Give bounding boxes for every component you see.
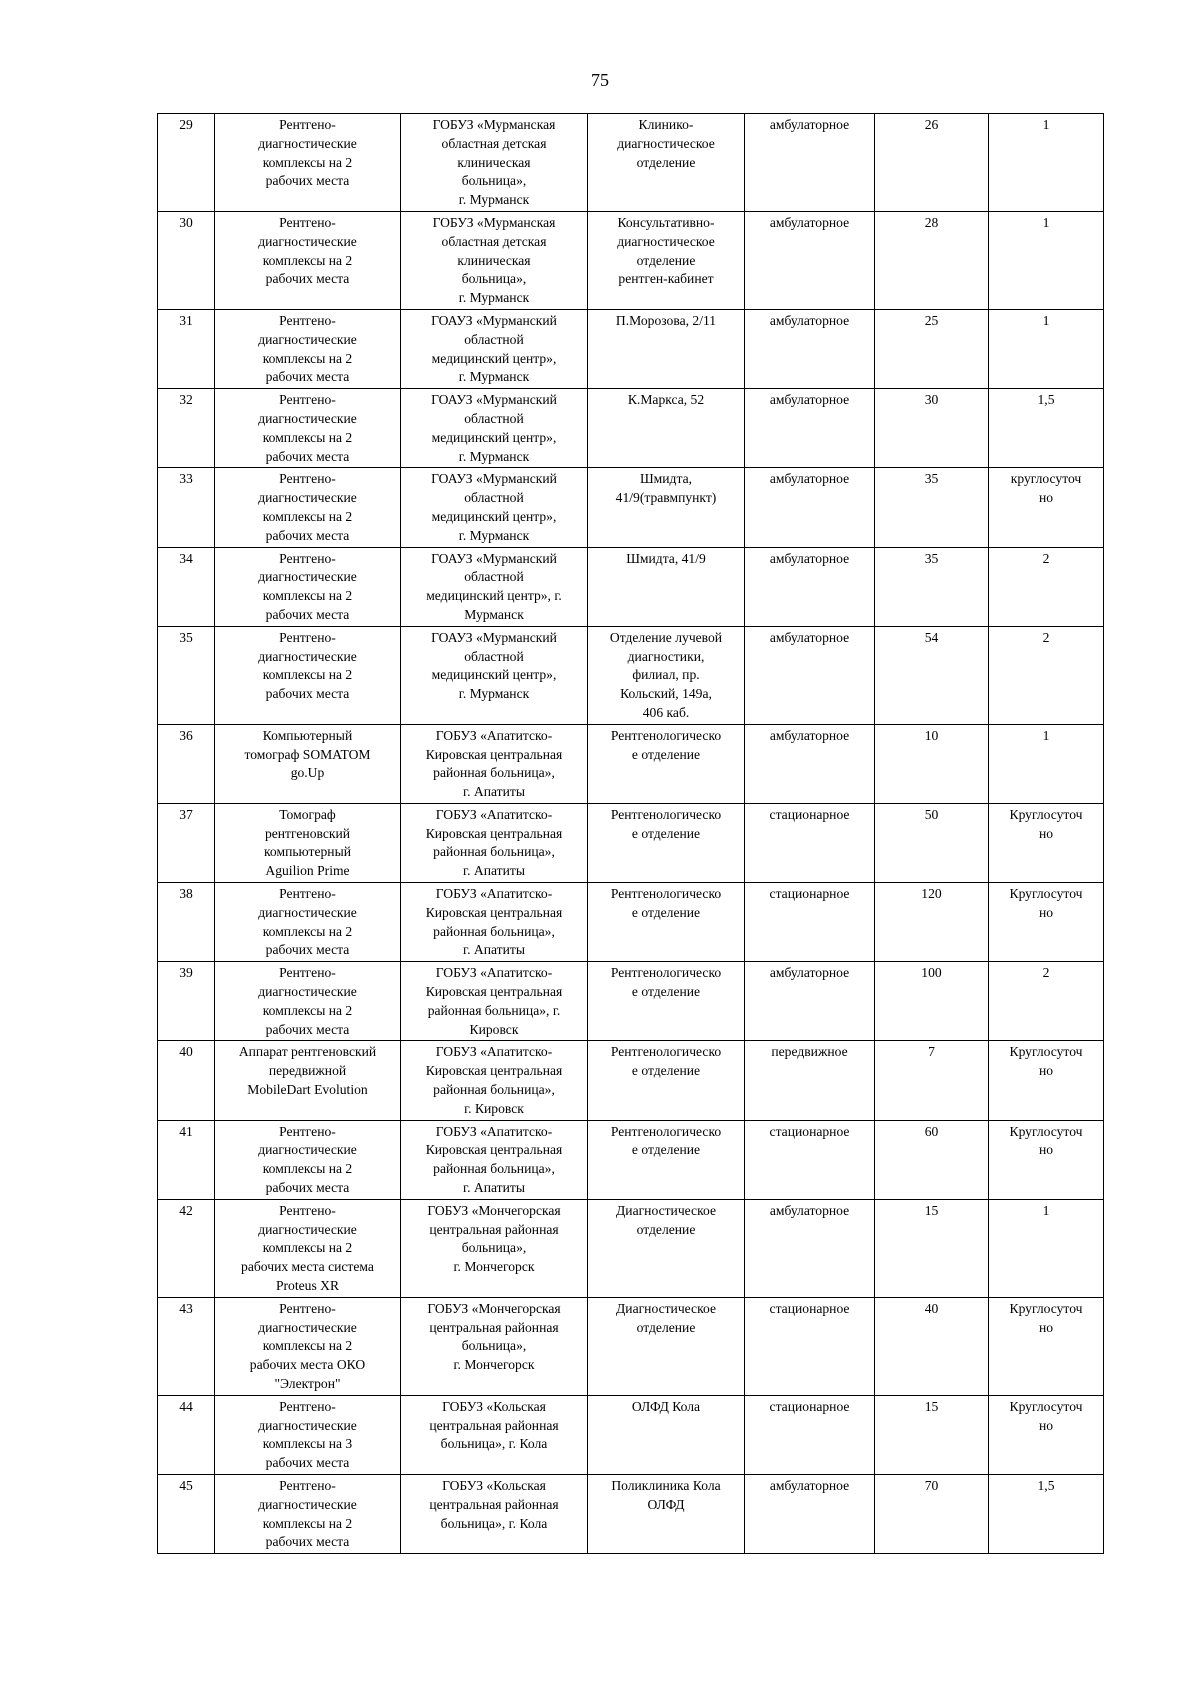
equipment-cell: Рентгено- диагностические комплексы на 3 рабочих места bbox=[215, 1395, 401, 1474]
table-row bbox=[158, 626, 1104, 724]
department-cell: Консультативно- диагностическое отделение рентген-кабинет bbox=[588, 211, 745, 309]
organization-cell: ГОАУЗ «Мурманский областной медицинский центр», г. Мурманск bbox=[401, 547, 588, 626]
mode-cell: амбулаторное bbox=[745, 724, 875, 803]
equipment-cell: Компьютерный томограф SOMATOM go.Up bbox=[215, 724, 401, 803]
row-number-cell: 37 bbox=[158, 803, 215, 882]
equipment-cell: Рентгено- диагностические комплексы на 2 рабочих места bbox=[215, 211, 401, 309]
mode-cell: амбулаторное bbox=[745, 468, 875, 547]
mode-cell: амбулаторное bbox=[745, 1474, 875, 1553]
shifts-cell: 1 bbox=[989, 211, 1104, 309]
load-cell: 7 bbox=[875, 1041, 989, 1120]
mode-cell: стационарное bbox=[745, 1395, 875, 1474]
department-cell: Рентгенологическо е отделение bbox=[588, 724, 745, 803]
row-number-cell: 41 bbox=[158, 1120, 215, 1199]
table-row bbox=[158, 1041, 1104, 1120]
department-cell: Рентгенологическо е отделение bbox=[588, 803, 745, 882]
department-cell: Диагностическое отделение bbox=[588, 1297, 745, 1395]
mode-cell: амбулаторное bbox=[745, 389, 875, 468]
load-cell: 15 bbox=[875, 1199, 989, 1297]
row-number-cell: 36 bbox=[158, 724, 215, 803]
table-row bbox=[158, 1395, 1104, 1474]
organization-cell: ГОБУЗ «Кольская центральная районная больница», г. Кола bbox=[401, 1474, 588, 1553]
shifts-cell: круглосуточ но bbox=[989, 468, 1104, 547]
row-number-cell: 32 bbox=[158, 389, 215, 468]
table-row bbox=[158, 724, 1104, 803]
load-cell: 28 bbox=[875, 211, 989, 309]
load-cell: 40 bbox=[875, 1297, 989, 1395]
table-row bbox=[158, 468, 1104, 547]
table-row bbox=[158, 803, 1104, 882]
row-number-cell: 43 bbox=[158, 1297, 215, 1395]
row-number-cell: 39 bbox=[158, 962, 215, 1041]
mode-cell: стационарное bbox=[745, 1120, 875, 1199]
mode-cell: стационарное bbox=[745, 1297, 875, 1395]
table-row bbox=[158, 1474, 1104, 1553]
load-cell: 60 bbox=[875, 1120, 989, 1199]
organization-cell: ГОБУЗ «Мурманская областная детская клиническая больница», г. Мурманск bbox=[401, 114, 588, 212]
equipment-table bbox=[157, 113, 1104, 1554]
table-row bbox=[158, 1120, 1104, 1199]
row-number-cell: 35 bbox=[158, 626, 215, 724]
load-cell: 15 bbox=[875, 1395, 989, 1474]
table-row bbox=[158, 211, 1104, 309]
organization-cell: ГОБУЗ «Апатитско- Кировская центральная районная больница», г. Апатиты bbox=[401, 883, 588, 962]
shifts-cell: Круглосуточ но bbox=[989, 803, 1104, 882]
load-cell: 100 bbox=[875, 962, 989, 1041]
shifts-cell: Круглосуточ но bbox=[989, 1041, 1104, 1120]
department-cell: Шмидта, 41/9(травмпункт) bbox=[588, 468, 745, 547]
organization-cell: ГОБУЗ «Апатитско- Кировская центральная районная больница», г. Кировск bbox=[401, 962, 588, 1041]
mode-cell: амбулаторное bbox=[745, 547, 875, 626]
mode-cell: передвижное bbox=[745, 1041, 875, 1120]
shifts-cell: Круглосуточ но bbox=[989, 1297, 1104, 1395]
mode-cell: стационарное bbox=[745, 883, 875, 962]
shifts-cell: Круглосуточ но bbox=[989, 1120, 1104, 1199]
row-number-cell: 40 bbox=[158, 1041, 215, 1120]
load-cell: 25 bbox=[875, 309, 989, 388]
department-cell: Рентгенологическо е отделение bbox=[588, 962, 745, 1041]
table-row bbox=[158, 1297, 1104, 1395]
department-cell: П.Морозова, 2/11 bbox=[588, 309, 745, 388]
equipment-cell: Рентгено- диагностические комплексы на 2 рабочих места bbox=[215, 626, 401, 724]
load-cell: 54 bbox=[875, 626, 989, 724]
organization-cell: ГОБУЗ «Апатитско- Кировская центральная районная больница», г. Апатиты bbox=[401, 803, 588, 882]
mode-cell: амбулаторное bbox=[745, 962, 875, 1041]
organization-cell: ГОАУЗ «Мурманский областной медицинский центр», г. Мурманск bbox=[401, 468, 588, 547]
shifts-cell: 2 bbox=[989, 626, 1104, 724]
mode-cell: стационарное bbox=[745, 803, 875, 882]
row-number-cell: 31 bbox=[158, 309, 215, 388]
mode-cell: амбулаторное bbox=[745, 211, 875, 309]
department-cell: Отделение лучевой диагностики, филиал, пр. Кольский, 149а, 406 каб. bbox=[588, 626, 745, 724]
equipment-cell: Рентгено- диагностические комплексы на 2 рабочих места bbox=[215, 468, 401, 547]
row-number-cell: 33 bbox=[158, 468, 215, 547]
organization-cell: ГОБУЗ «Мурманская областная детская клиническая больница», г. Мурманск bbox=[401, 211, 588, 309]
organization-cell: ГОБУЗ «Мончегорская центральная районная больница», г. Мончегорск bbox=[401, 1199, 588, 1297]
department-cell: Рентгенологическо е отделение bbox=[588, 883, 745, 962]
row-number-cell: 38 bbox=[158, 883, 215, 962]
load-cell: 120 bbox=[875, 883, 989, 962]
organization-cell: ГОАУЗ «Мурманский областной медицинский центр», г. Мурманск bbox=[401, 309, 588, 388]
equipment-cell: Рентгено- диагностические комплексы на 2 рабочих места bbox=[215, 309, 401, 388]
load-cell: 26 bbox=[875, 114, 989, 212]
equipment-cell: Рентгено- диагностические комплексы на 2 рабочих места ОКО "Электрон" bbox=[215, 1297, 401, 1395]
organization-cell: ГОАУЗ «Мурманский областной медицинский центр», г. Мурманск bbox=[401, 389, 588, 468]
organization-cell: ГОБУЗ «Мончегорская центральная районная больница», г. Мончегорск bbox=[401, 1297, 588, 1395]
equipment-cell: Рентгено- диагностические комплексы на 2 рабочих места bbox=[215, 547, 401, 626]
table-row bbox=[158, 883, 1104, 962]
equipment-cell: Томограф рентгеновский компьютерный Aguilion Prime bbox=[215, 803, 401, 882]
organization-cell: ГОБУЗ «Апатитско- Кировская центральная районная больница», г. Апатиты bbox=[401, 1120, 588, 1199]
equipment-cell: Рентгено- диагностические комплексы на 2 рабочих места bbox=[215, 1120, 401, 1199]
row-number-cell: 29 bbox=[158, 114, 215, 212]
mode-cell: амбулаторное bbox=[745, 309, 875, 388]
equipment-cell: Аппарат рентгеновский передвижной MobileDart Evolution bbox=[215, 1041, 401, 1120]
load-cell: 30 bbox=[875, 389, 989, 468]
table-body bbox=[158, 114, 1104, 1554]
shifts-cell: 1 bbox=[989, 309, 1104, 388]
shifts-cell: 1 bbox=[989, 114, 1104, 212]
load-cell: 50 bbox=[875, 803, 989, 882]
table-row bbox=[158, 389, 1104, 468]
load-cell: 70 bbox=[875, 1474, 989, 1553]
equipment-cell: Рентгено- диагностические комплексы на 2 рабочих места система Proteus XR bbox=[215, 1199, 401, 1297]
table-row bbox=[158, 1199, 1104, 1297]
mode-cell: амбулаторное bbox=[745, 626, 875, 724]
department-cell: К.Маркса, 52 bbox=[588, 389, 745, 468]
department-cell: Клинико- диагностическое отделение bbox=[588, 114, 745, 212]
shifts-cell: 1,5 bbox=[989, 1474, 1104, 1553]
organization-cell: ГОБУЗ «Апатитско- Кировская центральная районная больница», г. Апатиты bbox=[401, 724, 588, 803]
row-number-cell: 42 bbox=[158, 1199, 215, 1297]
mode-cell: амбулаторное bbox=[745, 114, 875, 212]
row-number-cell: 44 bbox=[158, 1395, 215, 1474]
equipment-cell: Рентгено- диагностические комплексы на 2 рабочих места bbox=[215, 114, 401, 212]
load-cell: 35 bbox=[875, 468, 989, 547]
department-cell: Поликлиника Кола ОЛФД bbox=[588, 1474, 745, 1553]
shifts-cell: 1 bbox=[989, 724, 1104, 803]
shifts-cell: 2 bbox=[989, 962, 1104, 1041]
row-number-cell: 34 bbox=[158, 547, 215, 626]
equipment-cell: Рентгено- диагностические комплексы на 2 рабочих места bbox=[215, 1474, 401, 1553]
load-cell: 10 bbox=[875, 724, 989, 803]
department-cell: Рентгенологическо е отделение bbox=[588, 1120, 745, 1199]
department-cell: Рентгенологическо е отделение bbox=[588, 1041, 745, 1120]
department-cell: Диагностическое отделение bbox=[588, 1199, 745, 1297]
row-number-cell: 45 bbox=[158, 1474, 215, 1553]
department-cell: ОЛФД Кола bbox=[588, 1395, 745, 1474]
row-number-cell: 30 bbox=[158, 211, 215, 309]
shifts-cell: Круглосуточ но bbox=[989, 883, 1104, 962]
organization-cell: ГОАУЗ «Мурманский областной медицинский центр», г. Мурманск bbox=[401, 626, 588, 724]
equipment-cell: Рентгено- диагностические комплексы на 2 рабочих места bbox=[215, 389, 401, 468]
department-cell: Шмидта, 41/9 bbox=[588, 547, 745, 626]
shifts-cell: 2 bbox=[989, 547, 1104, 626]
table-row bbox=[158, 114, 1104, 212]
organization-cell: ГОБУЗ «Кольская центральная районная больница», г. Кола bbox=[401, 1395, 588, 1474]
shifts-cell: Круглосуточ но bbox=[989, 1395, 1104, 1474]
page-number: 75 bbox=[591, 70, 609, 90]
table-row bbox=[158, 547, 1104, 626]
equipment-cell: Рентгено- диагностические комплексы на 2 рабочих места bbox=[215, 883, 401, 962]
table-row bbox=[158, 962, 1104, 1041]
shifts-cell: 1 bbox=[989, 1199, 1104, 1297]
mode-cell: амбулаторное bbox=[745, 1199, 875, 1297]
table-row bbox=[158, 309, 1104, 388]
organization-cell: ГОБУЗ «Апатитско- Кировская центральная районная больница», г. Кировск bbox=[401, 1041, 588, 1120]
equipment-cell: Рентгено- диагностические комплексы на 2 рабочих места bbox=[215, 962, 401, 1041]
load-cell: 35 bbox=[875, 547, 989, 626]
shifts-cell: 1,5 bbox=[989, 389, 1104, 468]
